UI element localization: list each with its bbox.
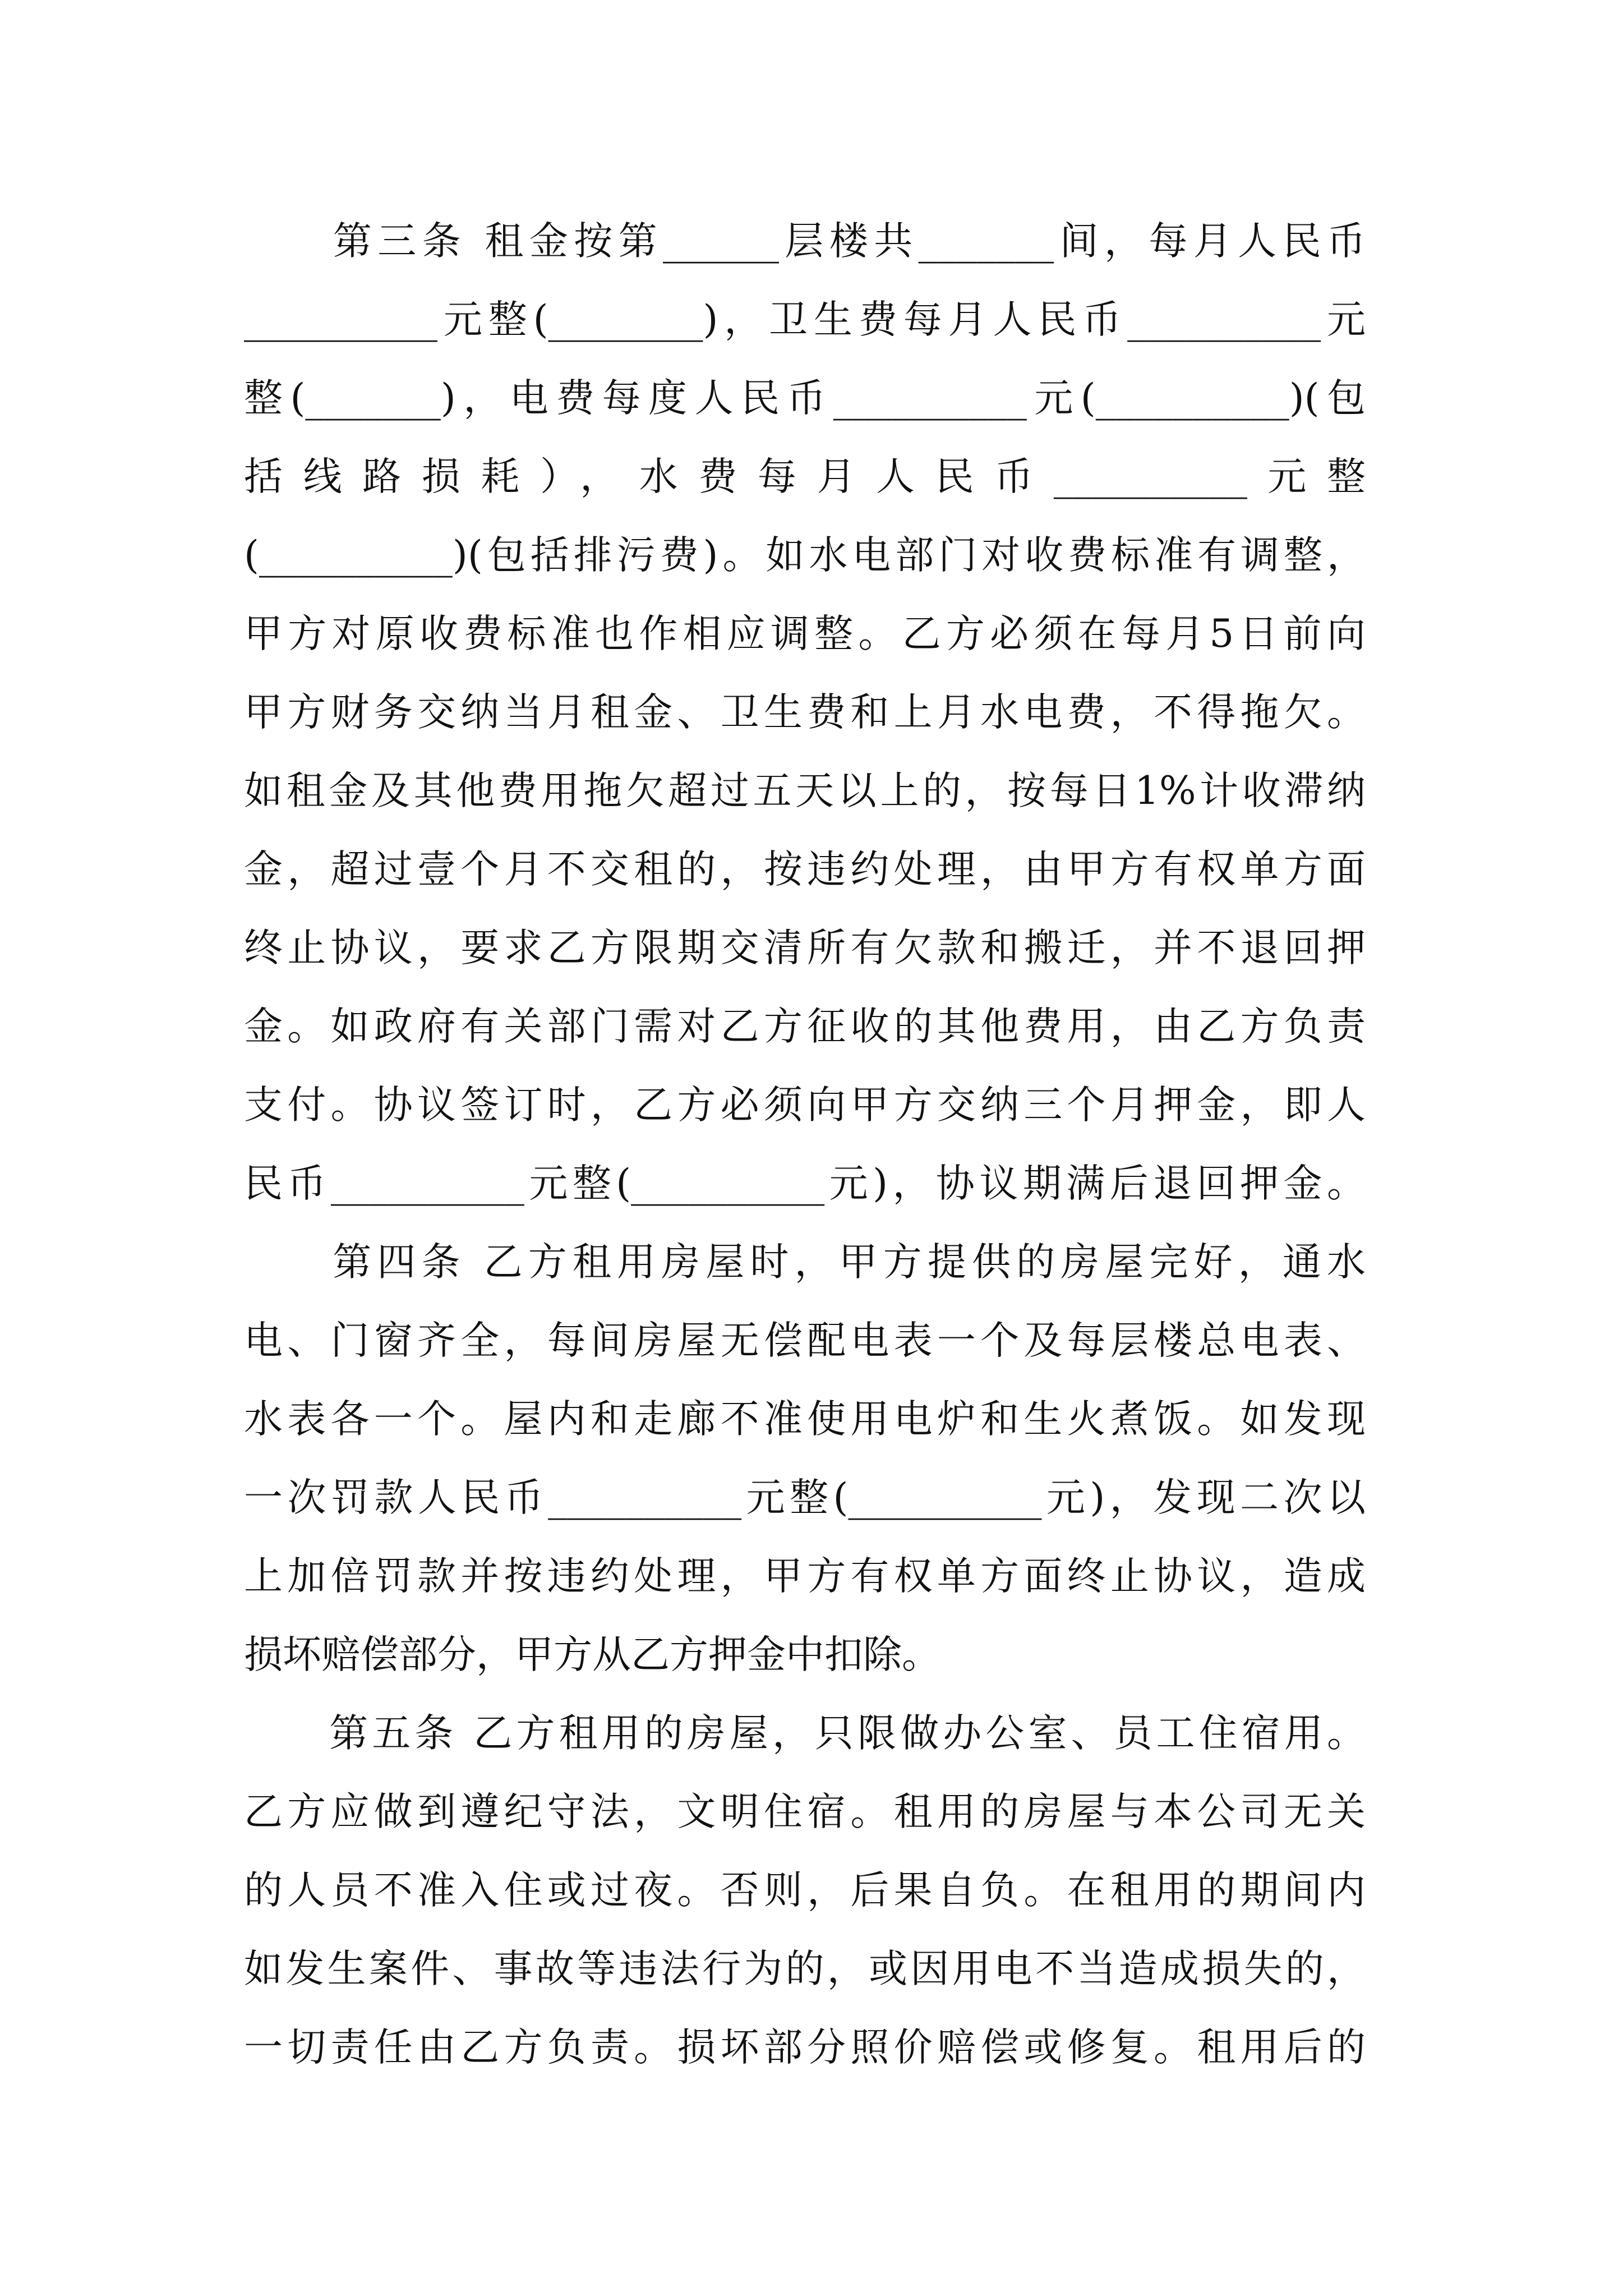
text-line: 上加倍罚款并按违约处理，甲方有权单方面终止协议，造成: [244, 1554, 1366, 1599]
text-line: 第五条 乙方租用的房屋，只限做办公室、员工住宿用。: [244, 1711, 1366, 1756]
text-line: __________元整(________)，卫生费每月人民币__________元: [244, 297, 1366, 342]
text-line: 金，超过壹个月不交租的，按违约处理，由甲方有权单方面: [244, 847, 1366, 892]
text-line: 括线路损耗），水费每月人民币__________元整: [244, 454, 1366, 499]
text-line: 甲方对原收费标准也作相应调整。乙方必须在每月5日前向: [244, 611, 1366, 656]
text-line: 整(_______)，电费每度人民币__________元(__________)(包: [244, 376, 1366, 421]
text-line: 如发生案件、事故等违法行为的，或因用电不当造成损失的，: [244, 1947, 1366, 1991]
text-line: 终止协议，要求乙方限期交清所有欠款和搬迁，并不退回押: [244, 926, 1366, 970]
text-line: 支付。协议签订时，乙方必须向甲方交纳三个月押金，即人: [244, 1083, 1366, 1128]
text-line: 民币__________元整(__________元)，协议期满后退回押金。: [244, 1161, 1366, 1206]
contract-text: [244, 202, 1366, 2087]
text-line: 甲方财务交纳当月租金、卫生费和上月水电费，不得拖欠。: [244, 690, 1366, 735]
text-line: (__________)(包括排污费)。如水电部门对收费标准有调整，: [244, 533, 1366, 578]
text-line: 乙方应做到遵纪守法，文明住宿。租用的房屋与本公司无关: [244, 1789, 1366, 1834]
text-line: 第四条 乙方租用房屋时，甲方提供的房屋完好，通水: [244, 1240, 1366, 1285]
text-line: 金。如政府有关部门需对乙方征收的其他费用，由乙方负责: [244, 1004, 1366, 1049]
text-line: 一切责任由乙方负责。损坏部分照价赔偿或修复。租用后的: [244, 2025, 1366, 2070]
text-line: 损坏赔偿部分，甲方从乙方押金中扣除。: [244, 1632, 940, 1677]
text-line: 第三条 租金按第______层楼共_______间，每月人民币: [244, 219, 1366, 264]
text-line: 电、门窗齐全，每间房屋无偿配电表一个及每层楼总电表、: [244, 1318, 1366, 1363]
text-line: 如租金及其他费用拖欠超过五天以上的，按每日1%计收滞纳: [244, 769, 1366, 813]
text-line: 水表各一个。屋内和走廊不准使用电炉和生火煮饭。如发现: [244, 1397, 1366, 1442]
text-line: 的人员不准入住或过夜。否则，后果自负。在租用的期间内: [244, 1868, 1366, 1913]
text-line: 一次罚款人民币__________元整(__________元)，发现二次以: [244, 1475, 1366, 1520]
